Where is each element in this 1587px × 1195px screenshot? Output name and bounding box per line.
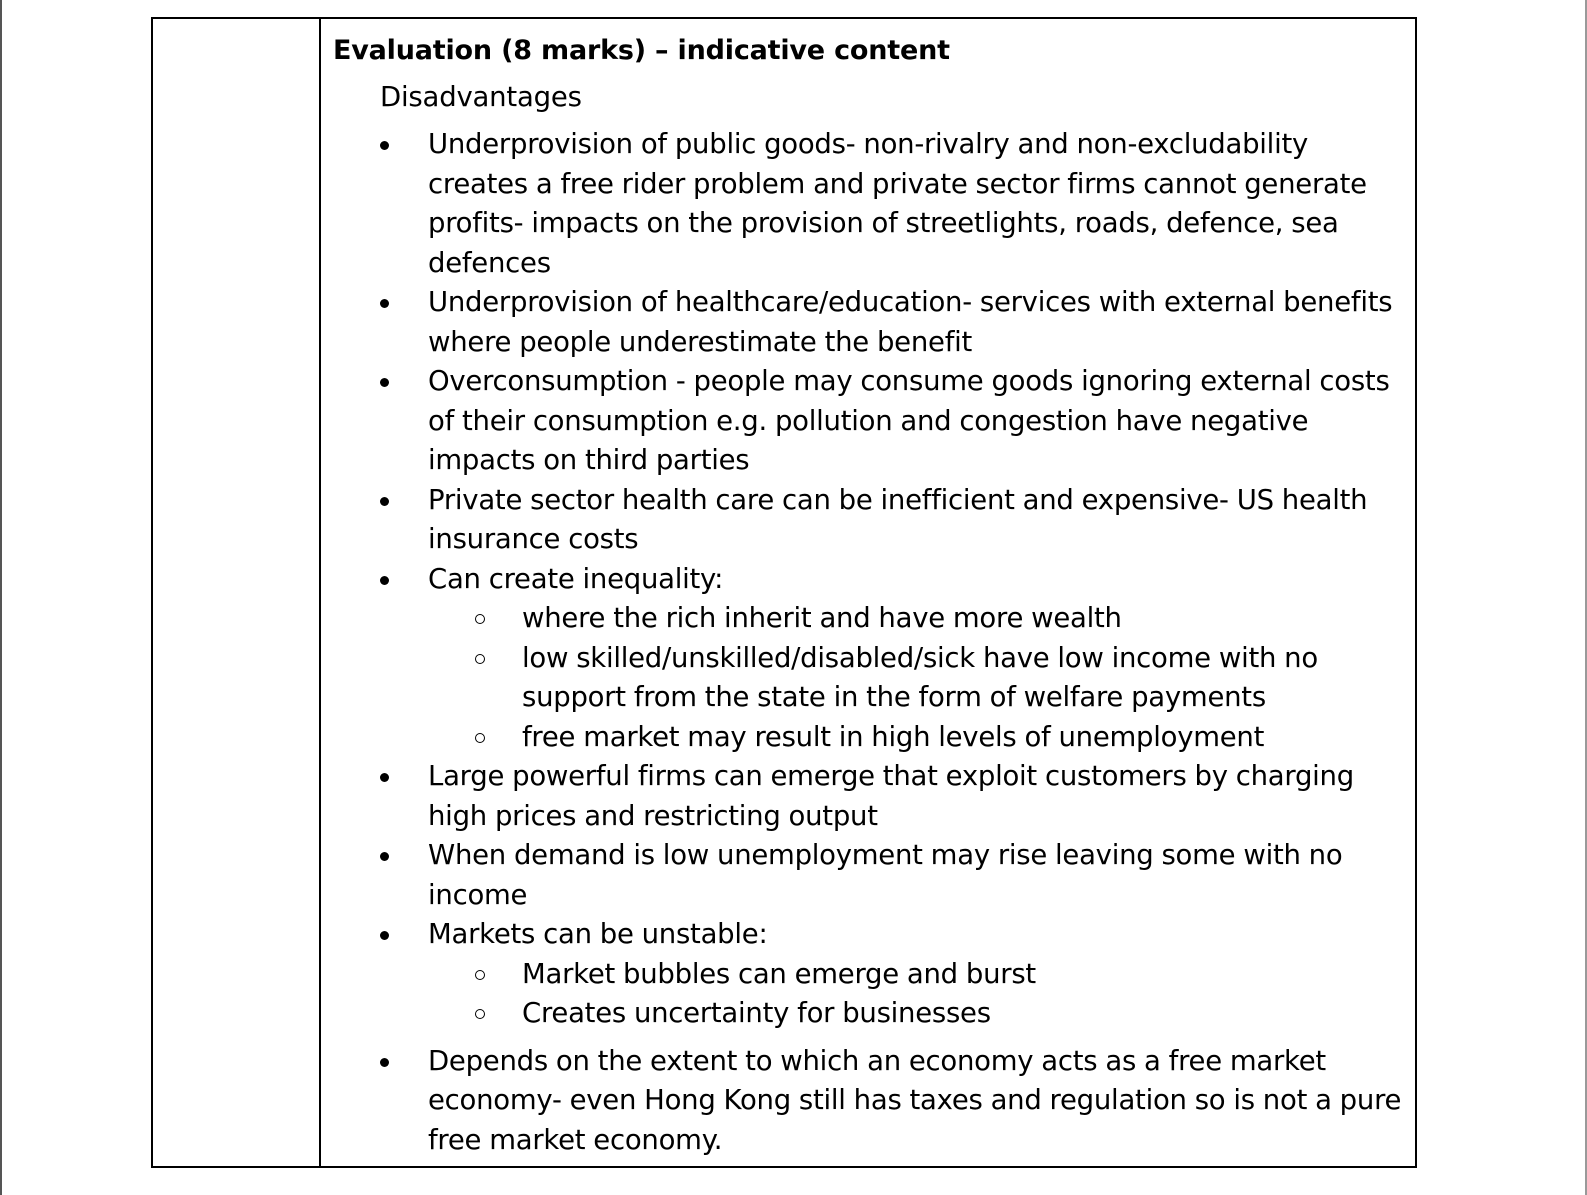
hollow-bullet-icon <box>475 970 485 980</box>
list-item <box>333 125 1415 283</box>
sub-list-item <box>333 639 1415 718</box>
mark-scheme-table <box>151 17 1417 1168</box>
disadvantages-list <box>333 125 1415 1160</box>
list-item-text: When demand is low unemployment may rise leaving some with no income <box>428 839 1343 911</box>
bullet-icon <box>380 931 389 940</box>
sub-list-item <box>333 994 1415 1034</box>
hollow-bullet-icon <box>475 614 485 624</box>
list-item-text: Can create inequality: <box>428 562 724 595</box>
instability-sublist <box>428 955 1415 1034</box>
disadvantages-subheading: Disadvantages <box>380 81 582 113</box>
list-item-text: Private sector health care can be inefficient and expensive- US health insurance costs <box>428 483 1368 555</box>
sub-list-item-text: where the rich inherit and have more wealth <box>522 602 1122 634</box>
list-item-text: Underprovision of healthcare/education- services with external benefits where people underestimate the benefit <box>428 286 1393 358</box>
hollow-bullet-icon <box>475 654 485 664</box>
sub-list-item-text: free market may result in high levels of unemployment <box>522 720 1265 753</box>
section-heading: Evaluation (8 marks) – indicative content <box>333 35 950 66</box>
list-item <box>333 283 1415 362</box>
list-item-text: Overconsumption - people may consume goods ignoring external costs of their consumption e.g. pollution and congestion have negative impacts on third parties <box>428 365 1390 476</box>
list-item <box>333 1042 1415 1161</box>
list-item <box>333 915 1415 1034</box>
sub-list-item <box>333 718 1415 758</box>
bullet-icon <box>380 852 389 861</box>
bullet-icon <box>380 141 389 150</box>
inequality-sublist <box>428 599 1415 757</box>
list-item <box>333 836 1415 915</box>
list-item-text: Markets can be unstable: <box>428 918 768 950</box>
bullet-icon <box>380 378 389 387</box>
sub-list-item <box>333 955 1415 995</box>
sub-list-item-text: Market bubbles can emerge and burst <box>522 957 1036 990</box>
sub-list-item <box>333 599 1415 639</box>
empty-left-cell <box>153 19 321 1166</box>
hollow-bullet-icon <box>475 733 485 743</box>
page-edge <box>0 0 2 1195</box>
sub-list-item-text: low skilled/unskilled/disabled/sick have low income with no support from the state in the form of welfare payments <box>522 641 1318 713</box>
list-item-text: Large powerful firms can emerge that exploit customers by charging high prices and restricting output <box>428 760 1354 832</box>
bullet-icon <box>380 1058 389 1067</box>
list-item-text: Underprovision of public goods- non-rivalry and non-excludability creates a free rider problem and private sector firms cannot generate profits- impacts on the provision of streetlights, roads, defence, sea defences <box>428 128 1367 279</box>
hollow-bullet-icon <box>475 1009 485 1019</box>
bullet-icon <box>380 497 389 506</box>
list-item <box>333 362 1415 481</box>
list-item <box>333 757 1415 836</box>
content-cell <box>321 19 1415 1166</box>
list-item-text: Depends on the extent to which an economy acts as a free market economy- even Hong Kong still has taxes and regulation so is not a pure free market economy. <box>428 1044 1402 1156</box>
list-item <box>333 481 1415 560</box>
list-item <box>333 560 1415 758</box>
bullet-icon <box>380 299 389 308</box>
bullet-icon <box>380 576 389 585</box>
sub-list-item-text: Creates uncertainty for businesses <box>522 997 991 1029</box>
bullet-icon <box>380 773 389 782</box>
